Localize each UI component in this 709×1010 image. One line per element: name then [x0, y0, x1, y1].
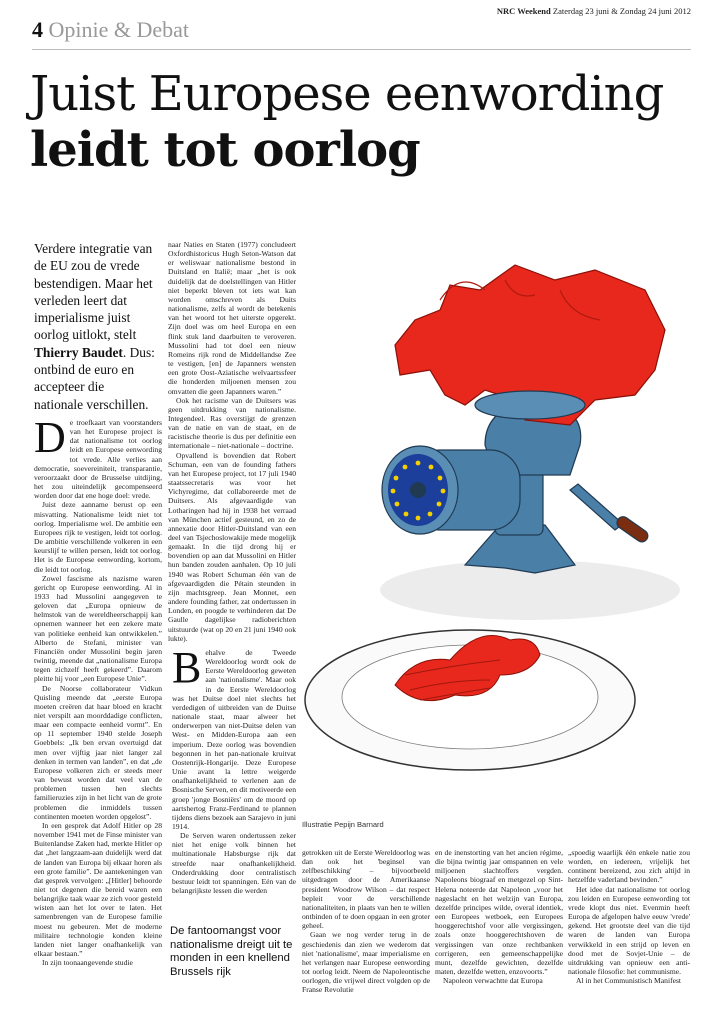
- headline-line2: leidt tot oorlog: [30, 122, 420, 178]
- paragraph: Ook het racisme van de Duitsers was geen uitdrukking van nationalisme. Integendeel. Ras overstijgt de grenzen van de natie en van de staat, en de racistische theorie is dus per definitie een internationale – niet-nationale – doctrine.: [168, 395, 296, 451]
- article-column-2-continued: [172, 643, 296, 896]
- crank-handle-icon: [570, 484, 650, 544]
- masthead-brand: NRC Weekend: [496, 6, 551, 16]
- paragraph: De Serven waren ondertussen zeker niet het enige volk binnen het multinationale Habsburgse rijk dat streefde naar onafhankelijkheid. Onderdrukking door centralistisch bestuur leidt tot spanningen. Eén van de belangrijkste lessen die werden: [172, 831, 296, 896]
- masthead: [497, 6, 691, 16]
- paragraph: „spoedig waarlijk één enkele natie zou worden, en iedereen, vrijelijk het continent bereizend, zou zich altijd in hetzelfde vaderland bevinden.”: [568, 848, 690, 885]
- illustration-caption: Illustratie Pepijn Barnard: [302, 820, 384, 829]
- paragraph: Zowel fascisme als nazisme waren gericht op Europese eenwording. Al in 1933 had Mussolini aangegeven te geloven dat „Europa opnieuw de helmstok van de wereldheerschappij kan opnemen wanneer het een zekere mate van politieke eenheid kan ontwikkelen.” Alberto de Stefani, minister van Financiën onder Mussolini begin jaren twintig, meende dat „nationalisme Europa tegen zichzelf heeft gekeerd”. Daarom pleitte hij voor „een Europese Unie”.: [34, 573, 162, 684]
- section-header: [32, 17, 189, 43]
- paragraph: Gaan we nog verder terug in de geschiedenis dan zien we wederom dat niet 'nationalisme', maar imperialisme en het verlangen naar Europese eenwording tot oorlog leidt. Neem de Napoleontische oorlogen, die vrijwel direct volgden op de Franse Revolutie: [302, 930, 430, 995]
- article-column-4: [435, 848, 563, 1004]
- drop-cap: B: [172, 643, 202, 692]
- illustration-meat-grinder: [300, 235, 695, 815]
- pull-quote: De fantoomangst voor nationalisme dreigt uit te monden in een knellend Brussels rijk: [170, 925, 293, 978]
- paragraph: ehalve de Tweede Wereldoorlog wordt ook de Eerste Wereldoorlog geweten aan 'nationalisme'. Maar ook in de Eerste Wereldoorlog was het Duitse doel niet slechts het verdedigen of uitbreiden van de Duitse nationale staat, maar alweer het onderwerpen van niet-Duitse delen van West- en Midden-Europa aan een imperium. Deze oorlog was bovendien begonnen in het pan-nationale kruitvat Oostenrijk-Hongarije. Deze Europese Unie avant la lettre weigerde onafhankelijkheid te verlenen aan de Bosnische Serven, en dit motiveerde een groep 'jonge Bosniërs' om de moord op aartshertog Franz-Ferdinand te plannen tijdens diens bezoek aan Sarajevo in juni 1914.: [172, 648, 296, 831]
- paragraph: Het idee dat nationalisme tot oorlog zou leiden en Europese eenwording tot vrede klopt dus niet. Evenmin heeft Europa de afgelopen halve eeuw 'vrede' gekend. Het grootste deel van die tijd waren de landen van Europa verwikkeld in een strijd op leven en dood met de Sovjet-Unie – de uitdrukking van opnieuw een anti-nationale filosofie: het communisme.: [568, 884, 690, 977]
- paragraph: Juist deze aanname berust op een misvatting. Nationalisme leidt niet tot oorlog. Imperialisme wel. De ambitie een Europees rijk te vestigen, leidt tot oorlog. De ambitie verschillende volkeren in een keurslijf te willen persen, leidt tot oorlog. Het is de Europese eenwording, kortom, die leidt tot oorlog.: [34, 500, 162, 574]
- paragraph: In een gesprek dat Adolf Hitler op 28 november 1941 met de Finse minister van Buitenlandse Zaken had, merkte Hitler op dat „het langzaam-aan duidelijk werd dat de landen van Europa bij elkaar horen als een grote familie”. De aantekeningen van dat gesprek vervolgen: „[Hitler] behoorde niet tot degenen die bereid waren een belangrijke taak waar ze zich voor gesteld wisten aan het lot over te laten. Het samenbrengen van de Europese familie moest nu gebeuren. Met de moderne militaire technologie konden kleine landen niet langer onafhankelijk van elkaar bestaan.”: [34, 820, 162, 959]
- drop-cap: D: [34, 413, 66, 462]
- paragraph: Napoleon verwachtte dat Europa: [443, 976, 543, 986]
- paragraph: getrokken uit de Eerste Wereldoorlog was dan ook het 'beginsel van zelfbeschikking' – bijvoorbeeld uitgedragen door de Amerikaanse president Woodrow Wilson – dat respect bepleit voor de verschillende nationaliteiten, in plaats van hen te willen ontbinden of te doen opgaan in een groter geheel.: [302, 848, 430, 931]
- paragraph: De Noorse collaborateur Vidkun Quisling meende dat „eerste Europa moeten creëren dat haar bloed en kracht niet verspilt aan moorddadige conflicten, maar een compacte eenheid vormt”. En op 11 september 1940 stelde Joseph Goebbels: „Ik ben ervan overtuigd dat men over vijftig jaar niet langer zal denken in termen van landen”, en dat „de Europese volkeren zich er steeds meer van bewust worden dat veel van de problemen tussen hen slechts familieruzies zijn in het licht van de grote problemen die inmiddels tussen continenten moeten worden opgelost”.: [34, 683, 162, 821]
- article-column-3: [302, 848, 430, 1004]
- paragraph: en de inenstorting van het ancien régime, die bijna twintig jaar omspannen en vele miljoenen slachtoffers vergden. Napoleons biograaf en metgezel op Sint-Helena noteerde dat Napoleon „voor het nageslacht en het welzijn van Europa, dezelfde principes wilde, overal identiek, een Europees wetboek, een Europees hooggerechtshof voor alle vergissingen, zoals onze hooggerechtshoven de vergissingen van onze rechtbanken corrigeren, een gemeenschappelijke munt, dezelfde gewichten, dezelfde maten, dezelfde wetten, enzovoorts.”: [435, 848, 563, 977]
- intro-text-before: Verdere integratie van de EU zou de vrede bestendigen. Maar het verleden leert dat imperialisme juist oorlog uitlokt, stelt: [34, 241, 153, 343]
- paragraph: e troefkaart van voorstanders van het Europese project is dat nationalisme tot oorlog leidt en Europese eenwording tot vrede. Alle verlies aan democratie, soevereiniteit, transparantie, veroorzaakt door de Brusselse uitdijing, het zou uiteindelijk gecompenseerd worden door dat ene hoge doel: vrede.: [34, 418, 162, 501]
- article-column-2: [168, 240, 296, 643]
- intro-text-after: . Dus: ontbind de euro en accepteer die nationale verschillen.: [34, 344, 155, 412]
- paragraph: naar Naties en Staten (1977) concludeert Oxfordhistoricus Hugh Seton-Watson dat er weliswaar nationalisme bestond in Duitsland en Italië; maar „het is ook duidelijk dat de doelstellingen van Hitler niet beperkt bleven tot iets wat kan worden omschreven als Duits nationalisme, zelfs al wordt de betekenis van het woord tot het uiterste opgerekt. Zijn doel was om heel Europa en een flink stuk land daarbuiten te veroveren. Mussolini had tot doel een nieuw Romeins rijk rond de Middellandse Zee te vestigen, [en] de Japanners wensten een grote Oost-Aziatische welvaartssfeer die honderden miljoenen mensen zou omvatten die geen Japanners waren.”: [168, 240, 296, 396]
- paragraph: Al in het Communistisch Manifest: [576, 976, 682, 986]
- intro-lead: [34, 240, 156, 413]
- paragraph: Opvallend is bovendien dat Robert Schuman, een van de founding fathers van het Europese project, tot 17 juli 1940 staatssecretaris was voor het Vichyregime, dat collaboreerde met de Duitsers. Als afgevaardigde van Lotharingen had hij in 1938 het verraad van München actief gesteund, en zo de annexatie door Hitler-Duitsland van een deel van Tsjechoslowakije mede mogelijk gemaakt. In die tijd drong hij er bovendien op aan dat Mussolini en Hitler hun banden zouden aanhalen. Op 10 juli 1940 was Robert Schuman één van de afgevaardigden die Pétain steunden in zijn machtsgreep. Jean Monnet, een andere founding father, zat ondertussen in Londen, en poogde te verhinderen dat De Gaulle dagelijkse radioberichten uitstuurde (wat op 20 en 21 juni 1940 ook lukte).: [168, 450, 296, 643]
- masthead-date: Zaterdag 23 juni & Zondag 24 juni 2012: [552, 6, 691, 16]
- page-number: 4: [32, 17, 43, 42]
- header-rule: [32, 49, 691, 50]
- author-name: Thierry Baudet: [34, 344, 123, 360]
- article-column-5: [568, 848, 690, 1004]
- eu-flag-disc-icon: [382, 446, 458, 534]
- article-column-1: [34, 413, 162, 1003]
- paragraph: In zijn toonaangevende studie: [42, 958, 133, 968]
- headline: [30, 66, 690, 178]
- section-name: Opinie & Debat: [48, 17, 190, 42]
- headline-line1: Juist Europese eenwording: [30, 66, 664, 122]
